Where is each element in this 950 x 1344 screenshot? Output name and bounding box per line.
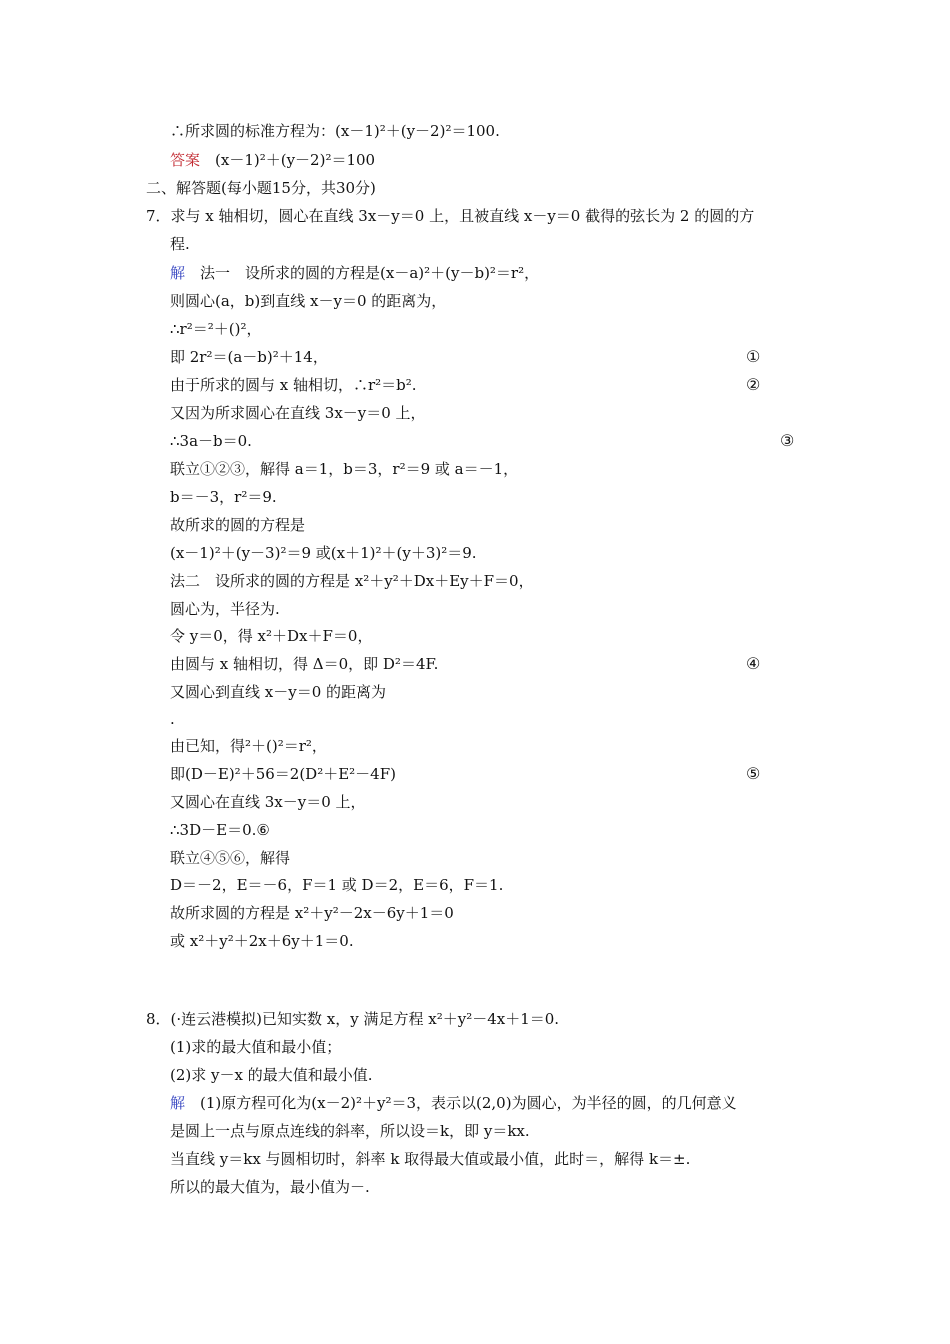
equation-mark: ④ <box>746 654 761 673</box>
solution-line: 由于所求的圆与 x 轴相切，∴r²＝b². <box>170 376 417 394</box>
solution-line: 故所求圆的方程是 x²＋y²－2x－6y＋1＝0 <box>170 904 454 922</box>
solution-line: 又因为所求圆心在直线 3x－y＝0 上， <box>170 404 426 422</box>
solution-line: ∴3D－E＝0.⑥ <box>170 821 270 839</box>
section-heading: 二、解答题(每小题15分，共30分) <box>146 179 376 197</box>
solution-line: 即 2r²＝(a－b)²＋14， <box>170 348 328 366</box>
question-7-text-cont: 程. <box>170 235 190 253</box>
solution-line: 又圆心到直线 x－y＝0 的距离为 <box>170 683 387 701</box>
solution-label: 解 <box>170 264 186 282</box>
solution-line: (x－1)²＋(y－3)²＝9 或(x＋1)²＋(y＋3)²＝9. <box>170 544 477 562</box>
solution-line: 是圆上一点与原点连线的斜率，所以设＝k，即 y＝kx. <box>170 1122 530 1140</box>
solution-line: 则圆心(a，b)到直线 x－y＝0 的距离为， <box>170 292 447 310</box>
equation-mark: ③ <box>780 431 795 450</box>
solution-line: ∴r²＝²＋()²， <box>170 320 262 338</box>
solution-line: 法二 设所求的圆的方程是 x²＋y²＋Dx＋Ey＋F＝0， <box>170 572 534 590</box>
solution-line: 或 x²＋y²＋2x＋6y＋1＝0. <box>170 932 354 950</box>
solution-line: 又圆心在直线 3x－y＝0 上， <box>170 793 366 811</box>
answer-label: 答案 <box>170 151 201 169</box>
solution-line: 当直线 y＝kx 与圆相切时，斜率 k 取得最大值或最小值，此时＝，解得 k＝±. <box>170 1150 691 1168</box>
answer-line: 答案 (x－1)²＋(y－2)²＝100 <box>170 151 376 169</box>
conclusion-line: ∴所求圆的标准方程为：(x－1)²＋(y－2)²＝100. <box>170 122 500 140</box>
solution-line: 由圆与 x 轴相切，得 Δ＝0，即 D²＝4F. <box>170 655 439 673</box>
solution-line: D＝－2，E＝－6，F＝1 或 D＝2，E＝6，F＝1. <box>170 876 504 894</box>
equation-mark: ② <box>746 375 761 394</box>
equation-mark: ⑤ <box>746 764 761 783</box>
solution-label: 解 <box>170 1094 186 1112</box>
solution-line: 由已知，得²＋()²＝r²， <box>170 737 327 755</box>
question-8-part-2: (2)求 y－x 的最大值和最小值. <box>170 1066 373 1084</box>
solution-line: 联立④⑤⑥，解得 <box>170 849 291 867</box>
solution-line: 故所求的圆的方程是 <box>170 516 306 534</box>
question-8-text: 8．(·连云港模拟)已知实数 x，y 满足方程 x²＋y²－4x＋1＝0. <box>146 1010 560 1028</box>
solution-line: 圆心为，半径为. <box>170 600 280 618</box>
solution-line: b＝－3，r²＝9. <box>170 488 277 506</box>
solution-line: ∴3a－b＝0. <box>170 432 252 450</box>
solution-line: 解 (1)原方程可化为(x－2)²＋y²＝3，表示以(2,0)为圆心，为半径的圆，的几何意义 <box>170 1094 737 1112</box>
equation-mark: ① <box>746 347 761 366</box>
question-8-part-1: (1)求的最大值和最小值； <box>170 1038 342 1056</box>
solution-line: 所以的最大值为，最小值为－. <box>170 1178 370 1196</box>
solution-line: 联立①②③，解得 a＝1，b＝3，r²＝9 或 a＝－1， <box>170 460 519 478</box>
solution-line: 即(D－E)²＋56＝2(D²＋E²－4F) <box>170 765 396 783</box>
solution-line: 解 法一 设所求的圆的方程是(x－a)²＋(y－b)²＝r²， <box>170 264 540 282</box>
solution-line: . <box>170 710 175 728</box>
question-7-text: 7．求与 x 轴相切，圆心在直线 3x－y＝0 上，且被直线 x－y＝0 截得的弦长为 2 的圆的方 <box>146 207 755 225</box>
solution-line: 令 y＝0，得 x²＋Dx＋F＝0， <box>170 627 373 645</box>
